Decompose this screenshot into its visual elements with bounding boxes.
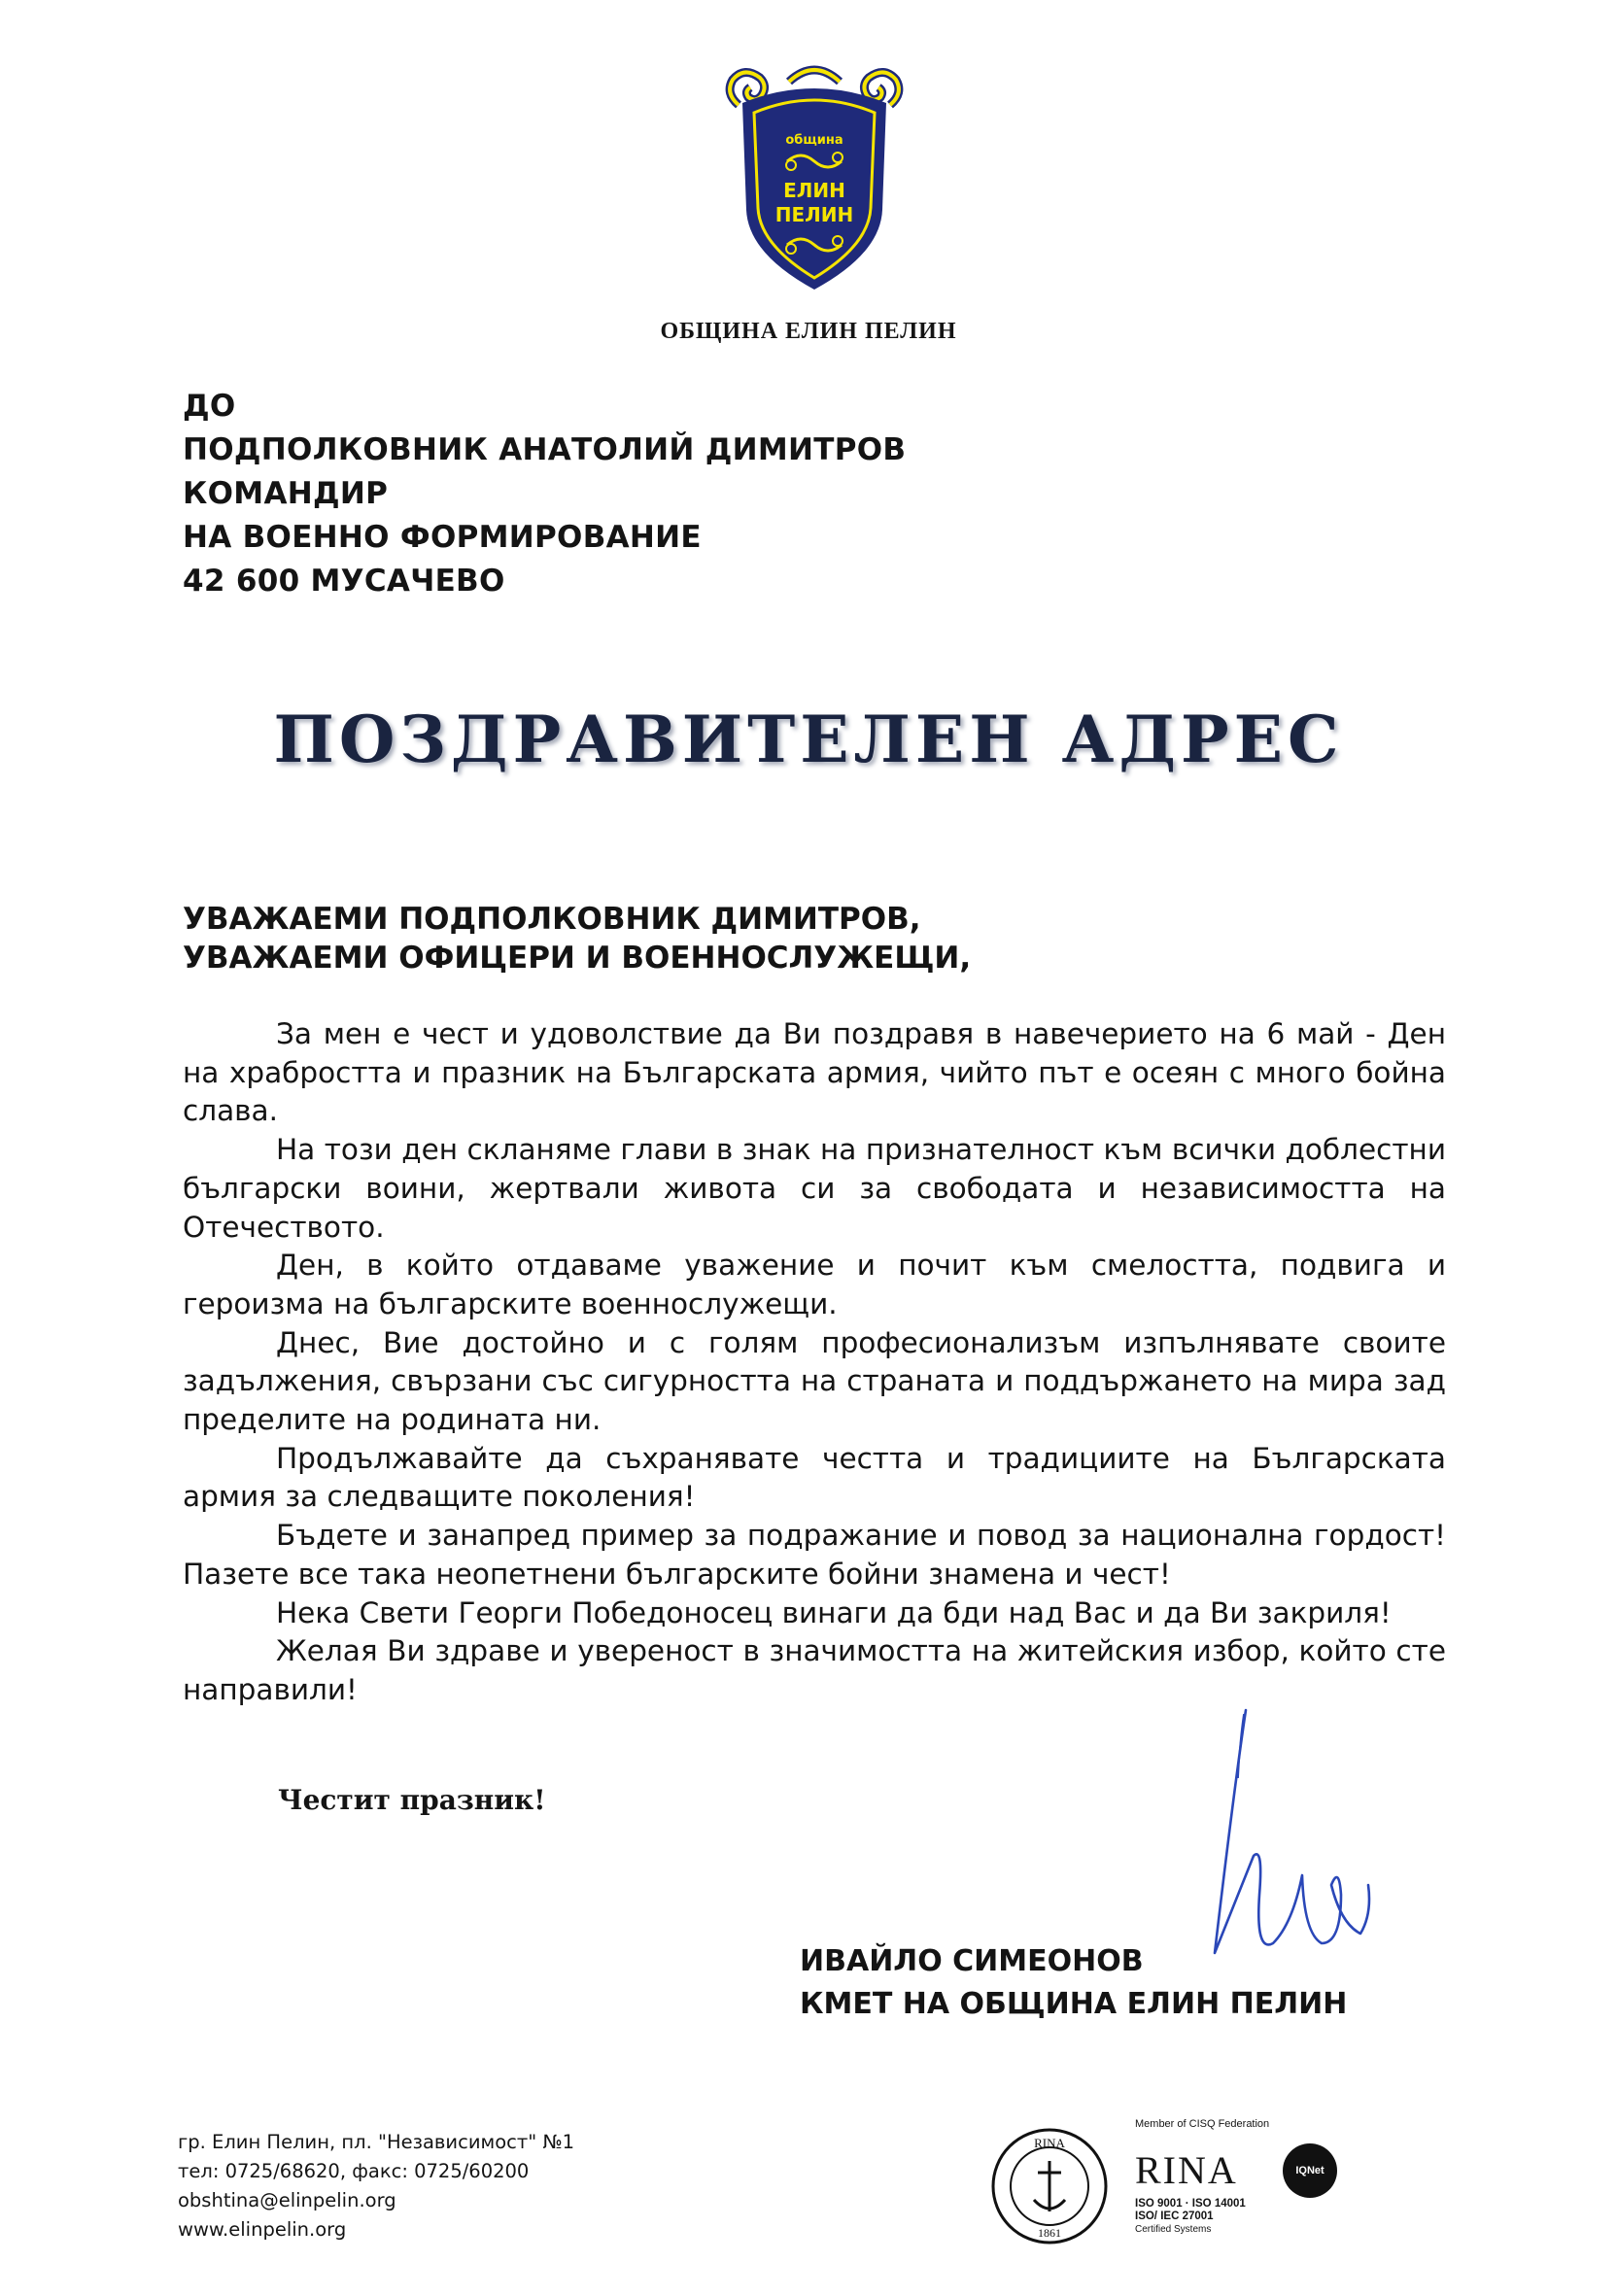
body-paragraph: Нека Свети Георги Победоносец винаги да бди над Вас и да Ви закриля! xyxy=(276,1595,1392,1629)
letter-body xyxy=(183,1015,1446,1710)
certification-block xyxy=(989,2118,1397,2254)
footer-address: гр. Елин Пелин, пл. "Независимост" №1 xyxy=(178,2131,575,2153)
svg-text:1861: 1861 xyxy=(1038,2226,1061,2240)
body-paragraph: Бъдете и занапред пример за подражание и повод за национална гордост! Пазете все така неопетнени българските бойни знамена и чест! xyxy=(183,1519,1446,1591)
logo-line-elin: ЕЛИН xyxy=(783,179,845,202)
cert-brand: RINA xyxy=(1135,2148,1238,2192)
logo-line-pelin: ПЕЛИН xyxy=(774,203,854,226)
cert-member-text: Member of CISQ Federation xyxy=(1135,2118,1270,2130)
municipality-coat-of-arms xyxy=(719,64,910,295)
cert-standard-line: ISO 9001 · ISO 14001 xyxy=(1135,2198,1246,2210)
body-paragraph: Днес, Вие достойно и с голям професионализъм изпълнявате своите задължения, свързани със сигурността на страната и поддържането на мира зад пределите на родината ни. xyxy=(183,1325,1446,1437)
cert-standards xyxy=(1135,2198,1246,2236)
body-paragraph: Продължавайте да съхранявате честта и традициите на Българската армия за следващите поколения! xyxy=(183,1441,1446,1514)
recipient-block xyxy=(183,385,906,603)
body-paragraph: Ден, в който отдаваме уважение и почит към смелостта, подвига и героизма на българските военнослужещи. xyxy=(183,1249,1446,1320)
document-title: ПОЗДРАВИТЕЛЕН АДРЕС xyxy=(273,702,1344,777)
closing-greeting: Честит празник! xyxy=(278,1784,546,1816)
footer-website: www.elinpelin.org xyxy=(178,2218,347,2241)
logo-line-small: община xyxy=(785,133,843,148)
salutation-line: УВАЖАЕМИ ОФИЦЕРИ И ВОЕННОСЛУЖЕЩИ, xyxy=(183,941,972,976)
signatory-block xyxy=(800,1940,1347,2026)
cert-standard-line: Certified Systems xyxy=(1135,2224,1212,2235)
signatory-name: ИВАЙЛО СИМЕОНОВ xyxy=(800,1944,1144,1978)
cert-standard-line: ISO/ IEC 27001 xyxy=(1135,2210,1214,2222)
recipient-line: ПОДПОЛКОВНИК АНАТОЛИЙ ДИМИТРОВ xyxy=(183,432,907,467)
footer-email: obshtina@elinpelin.org xyxy=(178,2189,396,2211)
salutation-line: УВАЖАЕМИ ПОДПОЛКОВНИК ДИМИТРОВ, xyxy=(183,902,921,937)
recipient-line: НА ВОЕННО ФОРМИРОВАНИЕ xyxy=(183,520,702,555)
signatory-position: КМЕТ НА ОБЩИНА ЕЛИН ПЕЛИН xyxy=(800,1987,1348,2021)
body-paragraph: За мен е чест и удоволствие да Ви поздравя в навечерието на 6 май - Ден на храбростта и празник на Българската армия, чийто път е осеян с много бойна слава. xyxy=(183,1017,1446,1128)
svg-text:RINA: RINA xyxy=(1034,2136,1065,2150)
municipality-name: ОБЩИНА ЕЛИН ПЕЛИН xyxy=(660,319,957,344)
recipient-line: 42 600 МУСАЧЕВО xyxy=(183,564,505,599)
iqnet-icon: IQNet xyxy=(1283,2143,1337,2198)
recipient-line: КОМАНДИР xyxy=(183,476,389,511)
body-paragraph: Желая Ви здраве и увереност в значимостта на житейския избор, който сте направили! xyxy=(183,1634,1446,1706)
footer-phone: тел: 0725/68620, факс: 0725/60200 xyxy=(178,2160,530,2182)
recipient-line: ДО xyxy=(183,389,236,424)
footer-contacts xyxy=(178,2128,574,2245)
salutation xyxy=(183,900,971,977)
rina-seal-icon xyxy=(989,2126,1110,2246)
body-paragraph: На този ден скланяме глави в знак на признателност към всички доблестни български воини, жертвали живота си за свободата и независимостта на Отечеството. xyxy=(183,1133,1446,1244)
